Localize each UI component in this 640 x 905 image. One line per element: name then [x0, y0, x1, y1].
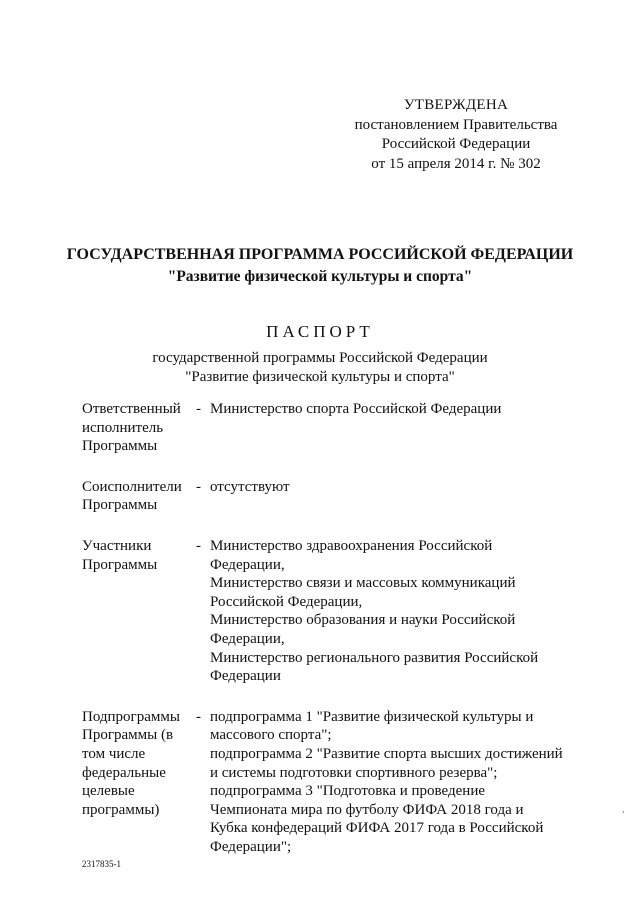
row-value-line: Чемпионата мира по футболу ФИФА 2018 года и [210, 801, 524, 818]
row-label-line: Программы [82, 497, 158, 514]
passport-heading: ПАСПОРТ [266, 322, 374, 341]
row-value-line: Министерство здравоохранения Российской [210, 537, 493, 554]
row-value [210, 478, 582, 515]
row-label-line: целевые [82, 783, 135, 800]
passport-row [82, 400, 582, 456]
row-dash: - [196, 537, 201, 554]
row-label [82, 478, 196, 515]
program-title-line2: "Развитие физической культуры и спорта" [167, 268, 473, 285]
row-value-line: Федерации"; [210, 838, 292, 855]
approval-by: постановлением Правительства [354, 116, 558, 133]
row-value-line: отсутствуют [210, 478, 290, 495]
margin-mark: , [622, 803, 625, 815]
passport-row [82, 708, 582, 857]
program-title-line1: ГОСУДАРСТВЕННАЯ ПРОГРАММА РОССИЙСКОЙ ФЕДЕРАЦИИ [66, 246, 574, 263]
row-dash: - [196, 401, 201, 417]
row-value [210, 708, 582, 857]
row-value-line: Министерство образования и науки Российской [210, 612, 516, 629]
row-value-line: подпрограмма 3 "Подготовка и проведение [210, 783, 486, 800]
row-label-line: программы) [82, 801, 160, 818]
row-value-line: Кубка конфедераций ФИФА 2017 года в Российской [210, 820, 544, 837]
row-label-line: федеральные [82, 764, 166, 781]
row-value-line: Российской Федерации, [210, 593, 363, 610]
row-label-line: Программы (в [82, 727, 174, 744]
row-label-line: Программы [82, 438, 158, 455]
row-label-line: Ответственный [82, 401, 181, 417]
row-label-line: Подпрограммы [82, 708, 180, 725]
approval-status: УТВЕРЖДЕНА [403, 97, 509, 113]
row-dash: - [196, 708, 201, 725]
row-label-line: Участники [82, 537, 152, 554]
row-value-line: подпрограмма 1 "Развитие физической культуры и [210, 708, 534, 725]
passport-row [82, 478, 582, 515]
passport-header [0, 320, 640, 387]
row-value-line: Федерации, [210, 556, 285, 573]
row-value-line: Министерство регионального развития Российской [210, 649, 539, 666]
row-label-line: Соисполнители [82, 478, 182, 495]
row-value-line: Министерство связи и массовых коммуникаций [210, 575, 516, 592]
program-title [0, 243, 640, 288]
row-value-line: подпрограмма 2 "Развитие спорта высших достижений [210, 745, 563, 762]
approval-block [340, 96, 572, 174]
row-label [82, 708, 196, 857]
passport-subtitle-1: государственной программы Российской Федерации [152, 350, 488, 366]
row-value [210, 400, 582, 456]
row-value-line: Федерации, [210, 630, 285, 647]
row-label-line: исполнитель [82, 419, 164, 436]
row-value-line: массового спорта"; [210, 727, 332, 744]
row-value-line: Министерство спорта Российской Федерации [210, 401, 502, 417]
row-label [82, 537, 196, 686]
row-value-line: и системы подготовки спортивного резерва"; [210, 764, 498, 781]
row-label [82, 400, 196, 456]
approval-authority: Российской Федерации [381, 136, 531, 152]
row-value-line: Федерации [210, 668, 281, 685]
row-label-line: Программы [82, 556, 158, 573]
row-dash: - [196, 478, 201, 495]
passport-table [82, 400, 582, 856]
approval-date-number: от 15 апреля 2014 г. № 302 [371, 155, 541, 172]
row-label-line: том числе [82, 745, 146, 762]
document-code: 2317835-1 [82, 859, 121, 869]
passport-subtitle-2: "Развитие физической культуры и спорта" [185, 369, 455, 385]
row-value [210, 537, 582, 686]
passport-row [82, 537, 582, 686]
